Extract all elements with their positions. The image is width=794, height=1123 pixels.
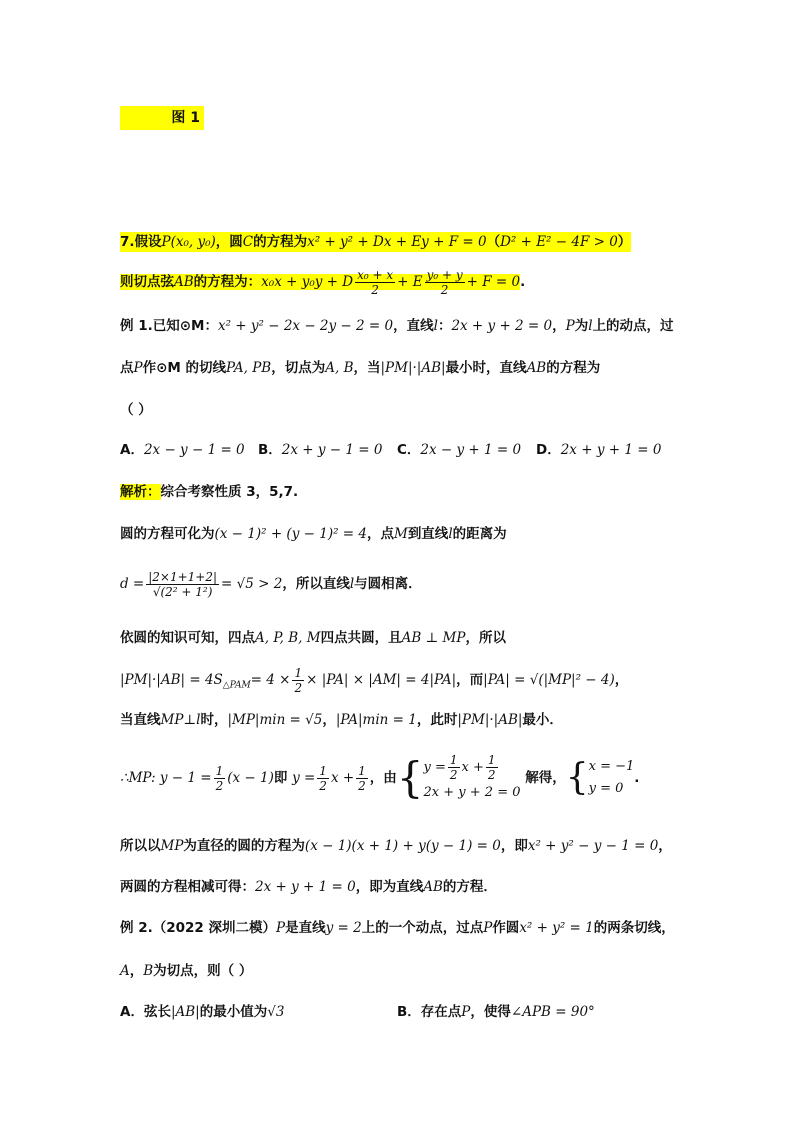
math: + E [397,274,423,290]
text: ） [617,234,632,250]
solution-line-3: 依圆的知识可知，四点A, P, B, M四点共圆，且AB ⊥ MP，所以 [120,630,506,646]
example-1-answer-paren: （ ） [120,402,152,418]
solution-line-7: 所以以MP为直径的圆的方程为(x − 1)(x + 1) + y(y − 1) = 0，即x² + y² − y − 1 = 0， [120,838,672,854]
equation-system: y = $\frac{1}{2}$ x + $\frac{1}{2}$ 2x + y + 2 = 0 [423,752,521,800]
solution-line-4: $|PM|\cdot|AB| = 4S_{\triangle PAM}= 4$ × $\frac{1}{2}$ × |PA| × |AM| = 4|PA|，而|PA| = √(|MP|² − 4)， [120,665,629,695]
option-a: A．2x − y − 1 = 0 [120,442,245,458]
math: P(x₀, y₀) [161,234,216,250]
option-b: B．2x + y − 1 = 0 [258,442,383,458]
solution-title: 解析：综合考察性质 3，5,7. [120,484,299,500]
text: 的方程为： [193,274,262,290]
example-2-line-2: A，B为切点，则（ ） [120,963,253,979]
text: . [520,274,526,290]
solution-line-1: 圆的方程可化为(x − 1)² + (y − 1)² = 4，点M到直线l的距离为 [120,526,507,542]
solution-line-5: 当直线MP⊥l时，|MP|min = √5，|PA|min = 1，此时|PM|·|AB|最小． [120,712,563,728]
example-2-option-b: B．存在点P，使得∠APB = 90° [397,1004,595,1020]
text: 则切点弦 [120,274,174,290]
math: x² + y² + Dx + Ey + F = 0 [307,234,487,250]
property-7-line-1 [120,232,631,252]
math: D² + E² − 4F > 0 [500,234,618,250]
example-1-line-1: 例 1.已知⊙M：x² + y² − 2x − 2y − 2 = 0，直线l：2x + y + 2 = 0，P为l上的动点，过 [120,318,674,334]
fraction: $\frac{\text{y₀ + y}}{2}$ [426,267,463,297]
solution-brace: { [565,757,589,798]
example-1-line-2: 点P作⊙M 的切线PA, PB，切点为A, B，当|PM|·|AB|最小时，直线AB的方程为 [120,360,601,376]
text: （ [486,234,501,250]
solution-line-8: 两圆的方程相减可得：2x + y + 1 = 0，即为直线AB的方程． [120,879,497,895]
solution-line-6: ∴MP: y − 1 = $\frac{1}{2}$ (x − 1)即 y = $\frac{1}{2}$ x + $\frac{1}{2}$ ，由{ y = $\frac{1}{2}$ x + $\frac{1}{2}$ 2x + y + 2 = 0 解得，{ x = −1 y = 0 . [120,752,640,802]
distance-fraction: $\frac{|2\times 1+1+2|}{\text{√(2² + 1²)}}$ [148,569,218,599]
text: ，圆 [215,234,243,250]
option-c: C．2x − y + 1 = 0 [397,442,522,458]
solution-line-2: d = $\frac{|2\times 1+1+2|}{\text{√(2² + 1²)}}$ = √5 > 2，所以直线l与圆相离． [120,569,422,599]
system-brace: { [396,753,424,802]
solution-system: x = −1 y = 0 [588,759,635,796]
property-7-line-2 [120,266,525,298]
math: AB [174,274,194,290]
option-d: D．2x + y + 1 = 0 [536,442,662,458]
text: 7.假设 [120,234,162,250]
math: + F = 0 [466,274,521,290]
fraction: $\frac{\text{x₀ + x}}{2}$ [357,267,394,297]
math: C [242,234,254,250]
example-2-line-1: 例 2.（2022 深圳二模）P是直线y = 2上的一个动点，过点P作圆x² + y² = 1的两条切线， [120,920,675,936]
text: 的方程为 [253,234,308,250]
example-2-option-a: A．弦长|AB|的最小值为√3 [120,1004,285,1020]
math: x₀x + y₀y + D [261,274,354,290]
figure-label: 图 1 [120,106,204,130]
